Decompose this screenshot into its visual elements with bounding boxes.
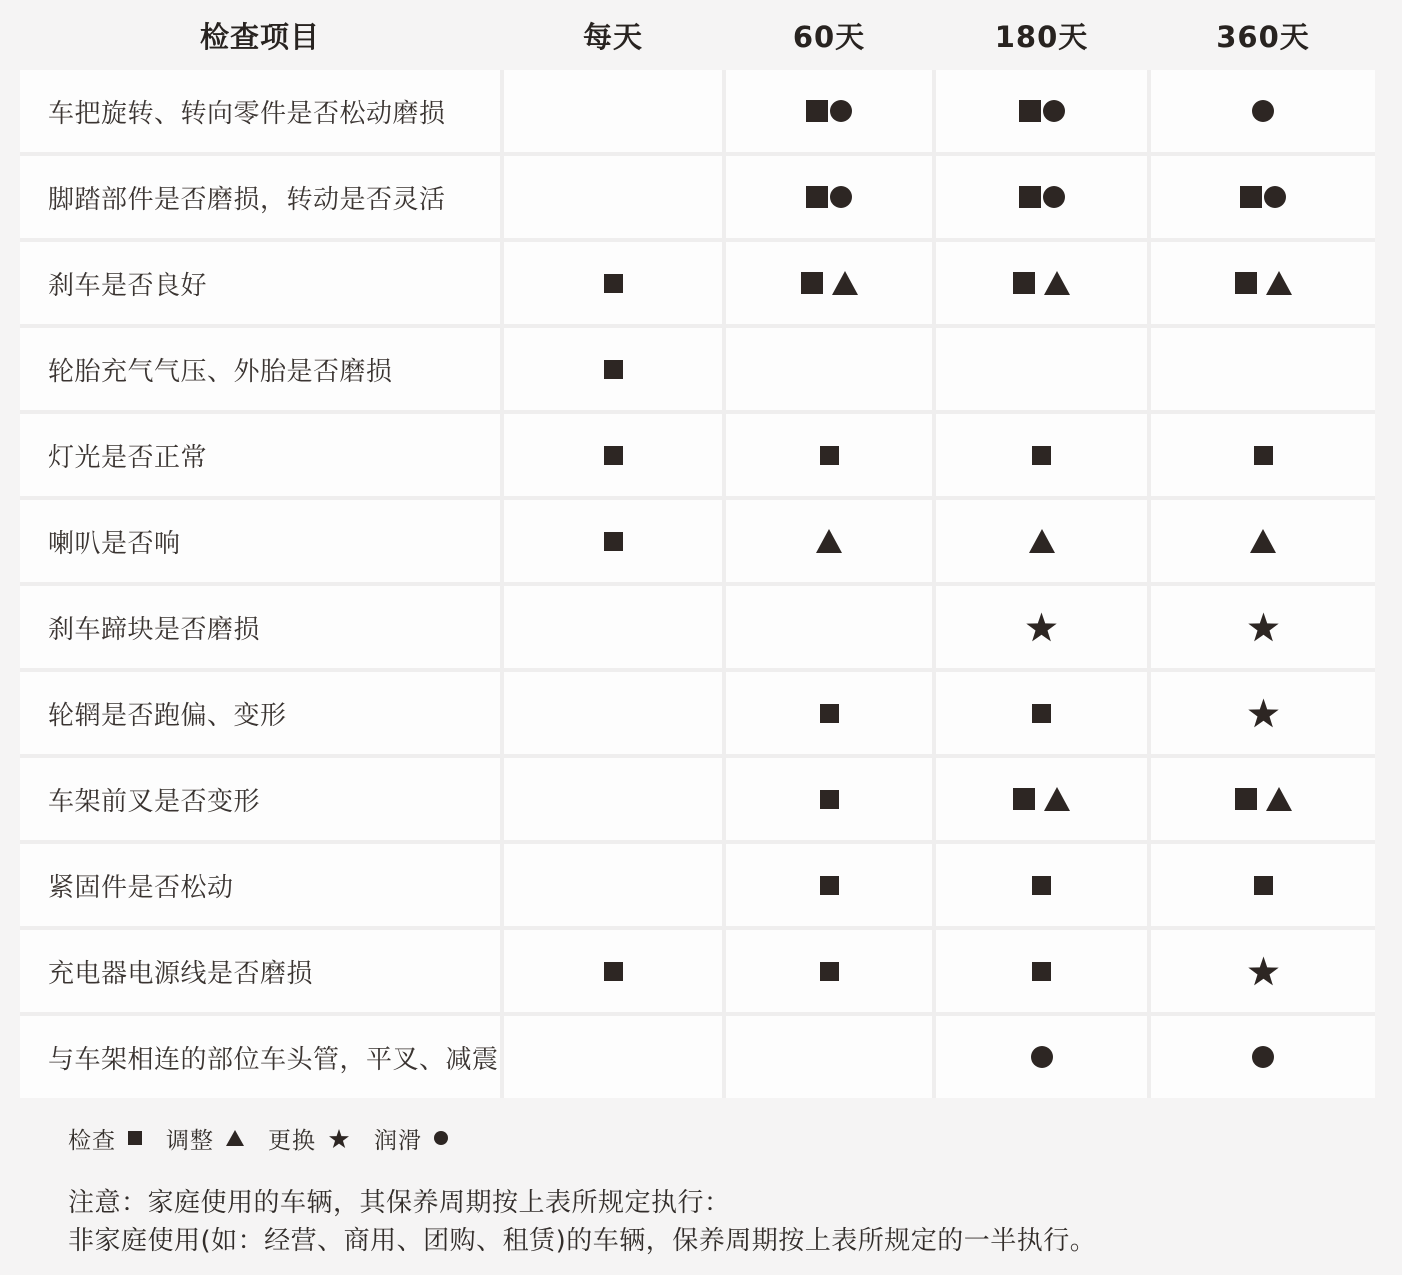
square-icon	[128, 1131, 142, 1145]
table-cell-r4-c1	[504, 328, 722, 410]
symbol-group	[820, 876, 839, 895]
table-cell-r3-c3	[936, 242, 1147, 324]
table-cell-r8-c3	[936, 672, 1147, 754]
item-label: 喇叭是否响	[48, 528, 181, 559]
symbol-group	[1252, 1046, 1274, 1068]
item-label: 刹车蹄块是否磨损	[48, 614, 261, 645]
table-cell-r10-c3	[936, 844, 1147, 926]
square-icon	[820, 962, 839, 981]
square-icon	[806, 100, 828, 122]
symbol-group	[604, 962, 623, 981]
triangle-icon	[1044, 787, 1070, 811]
square-icon	[1032, 962, 1051, 981]
table-cell-r2-c2	[726, 156, 932, 238]
triangle-icon	[1044, 271, 1070, 295]
square-icon	[1019, 186, 1041, 208]
table-header-row	[20, 0, 1375, 70]
table-cell-r12-c4	[1151, 1016, 1375, 1098]
item-label: 脚踏部件是否磨损，转动是否灵活	[48, 184, 446, 215]
square-icon	[820, 876, 839, 895]
star-icon	[1247, 611, 1280, 643]
item-label: 车把旋转、转向零件是否松动磨损	[48, 98, 446, 129]
table-body	[20, 70, 1375, 1098]
col-header-daily: 每天	[582, 19, 643, 54]
square-icon	[1235, 272, 1257, 294]
legend-item-star	[268, 1122, 350, 1155]
star-icon	[1247, 955, 1280, 987]
square-icon	[1013, 272, 1035, 294]
table-cell-r5-c1	[504, 414, 722, 496]
symbol-group	[1013, 787, 1070, 811]
square-icon	[1013, 788, 1035, 810]
circle-icon	[1031, 1046, 1053, 1068]
item-label: 轮辋是否跑偏、变形	[48, 700, 287, 731]
symbol-group	[1247, 955, 1280, 987]
square-icon	[604, 532, 623, 551]
square-icon	[820, 446, 839, 465]
square-icon	[1240, 186, 1262, 208]
circle-icon	[830, 186, 852, 208]
item-label: 灯光是否正常	[48, 442, 208, 473]
item-label: 充电器电源线是否磨损	[48, 958, 314, 989]
legend-label: 调整	[166, 1127, 214, 1154]
symbol-group	[604, 274, 623, 293]
star-icon	[328, 1128, 350, 1149]
table-cell-r6-c3	[936, 500, 1147, 582]
table-cell-r8-c1	[504, 672, 722, 754]
square-icon	[801, 272, 823, 294]
symbol-group	[1254, 446, 1273, 465]
table-cell-r2-c3	[936, 156, 1147, 238]
legend-item-circle	[374, 1122, 448, 1155]
symbol-group	[1019, 100, 1065, 122]
table-cell-r6-c2	[726, 500, 932, 582]
symbol-group	[820, 446, 839, 465]
triangle-icon	[1266, 271, 1292, 295]
table-row-7-item-cell	[20, 586, 500, 668]
symbol-group	[801, 271, 858, 295]
symbol-group	[806, 186, 852, 208]
symbol-group	[1252, 100, 1274, 122]
legend	[68, 1118, 472, 1158]
symbol-group	[1240, 186, 1286, 208]
square-icon	[1032, 446, 1051, 465]
symbol-group	[1032, 704, 1051, 723]
symbol-group	[820, 962, 839, 981]
triangle-icon	[226, 1130, 244, 1146]
table-cell-r10-c4	[1151, 844, 1375, 926]
symbol-group	[820, 790, 839, 809]
square-icon	[806, 186, 828, 208]
table-cell-r5-c2	[726, 414, 932, 496]
table-cell-r4-c2	[726, 328, 932, 410]
table-row-10-item-cell	[20, 844, 500, 926]
table-row-6-item-cell	[20, 500, 500, 582]
table-row-8-item-cell	[20, 672, 500, 754]
symbol-group	[1250, 529, 1276, 553]
table-cell-r5-c4	[1151, 414, 1375, 496]
symbol-group	[1247, 697, 1280, 729]
symbol-group	[1029, 529, 1055, 553]
table-cell-r4-c4	[1151, 328, 1375, 410]
table-cell-r7-c1	[504, 586, 722, 668]
legend-triangle-icon	[226, 1130, 244, 1146]
symbol-group	[604, 446, 623, 465]
note-line-1: 注意：家庭使用的车辆，其保养周期按上表所规定执行：	[68, 1188, 731, 1218]
square-icon	[604, 962, 623, 981]
table-cell-r3-c2	[726, 242, 932, 324]
col-header-inspection-item: 检查项目	[199, 19, 320, 54]
legend-square-icon	[128, 1131, 142, 1145]
table-cell-r3-c4	[1151, 242, 1375, 324]
triangle-icon	[832, 271, 858, 295]
legend-label: 润滑	[374, 1127, 422, 1154]
symbol-group	[1032, 446, 1051, 465]
note-line-2: 非家庭使用(如：经营、商用、团购、租赁)的车辆，保养周期按上表所规定的一半执行。	[68, 1226, 1097, 1256]
table-cell-r9-c1	[504, 758, 722, 840]
table-cell-r4-c3	[936, 328, 1147, 410]
table-cell-r1-c1	[504, 70, 722, 152]
square-icon	[1032, 704, 1051, 723]
table-cell-r6-c1	[504, 500, 722, 582]
symbol-group	[1254, 876, 1273, 895]
col-header-180-days: 180天	[994, 19, 1089, 54]
table-cell-r12-c2	[726, 1016, 932, 1098]
table-cell-r10-c2	[726, 844, 932, 926]
table-cell-r1-c4	[1151, 70, 1375, 152]
notes	[68, 1184, 1096, 1260]
table-cell-r11-c2	[726, 930, 932, 1012]
table-cell-r9-c4	[1151, 758, 1375, 840]
table-row-2-item-cell	[20, 156, 500, 238]
circle-icon	[1043, 186, 1065, 208]
symbol-group	[1032, 962, 1051, 981]
col-header-360-days: 360天	[1216, 19, 1310, 54]
circle-icon	[1264, 186, 1286, 208]
table-cell-r9-c2	[726, 758, 932, 840]
triangle-icon	[1029, 529, 1055, 553]
triangle-icon	[1250, 529, 1276, 553]
symbol-group	[1031, 1046, 1053, 1068]
table-cell-r11-c4	[1151, 930, 1375, 1012]
square-icon	[604, 446, 623, 465]
table-cell-r8-c2	[726, 672, 932, 754]
triangle-icon	[816, 529, 842, 553]
col-header-60-days: 60天	[792, 19, 866, 54]
star-icon	[1025, 611, 1058, 643]
table-cell-r11-c3	[936, 930, 1147, 1012]
symbol-group	[1235, 787, 1292, 811]
table-cell-r7-c4	[1151, 586, 1375, 668]
table-cell-r8-c4	[1151, 672, 1375, 754]
symbol-group	[806, 100, 852, 122]
table-row-11-item-cell	[20, 930, 500, 1012]
square-icon	[820, 790, 839, 809]
table-row-4-item-cell	[20, 328, 500, 410]
square-icon	[1032, 876, 1051, 895]
symbol-group	[604, 360, 623, 379]
circle-icon	[434, 1131, 448, 1145]
table-cell-r2-c1	[504, 156, 722, 238]
square-icon	[1235, 788, 1257, 810]
legend-item-triangle	[166, 1122, 244, 1155]
symbol-group	[1025, 611, 1058, 643]
table-row-1-item-cell	[20, 70, 500, 152]
circle-icon	[1252, 100, 1274, 122]
table-cell-r3-c1	[504, 242, 722, 324]
symbol-group	[1235, 271, 1292, 295]
table-cell-r7-c2	[726, 586, 932, 668]
item-label: 紧固件是否松动	[48, 872, 234, 903]
circle-icon	[1252, 1046, 1274, 1068]
symbol-group	[1013, 271, 1070, 295]
table-cell-r12-c1	[504, 1016, 722, 1098]
table-cell-r11-c1	[504, 930, 722, 1012]
star-icon	[1247, 697, 1280, 729]
symbol-group	[816, 529, 842, 553]
table-cell-r7-c3	[936, 586, 1147, 668]
legend-label: 更换	[268, 1127, 316, 1154]
square-icon	[1254, 446, 1273, 465]
table-row-9-item-cell	[20, 758, 500, 840]
square-icon	[604, 274, 623, 293]
square-icon	[1019, 100, 1041, 122]
table-cell-r10-c1	[504, 844, 722, 926]
item-label: 刹车是否良好	[48, 270, 208, 301]
table-cell-r9-c3	[936, 758, 1147, 840]
legend-circle-icon	[434, 1131, 448, 1145]
legend-label: 检查	[68, 1127, 116, 1154]
item-label: 与车架相连的部位车头管，平叉、减震	[48, 1044, 499, 1075]
table-cell-r1-c2	[726, 70, 932, 152]
square-icon	[1254, 876, 1273, 895]
table-cell-r1-c3	[936, 70, 1147, 152]
table-row-3-item-cell	[20, 242, 500, 324]
square-icon	[604, 360, 623, 379]
symbol-group	[604, 532, 623, 551]
table-cell-r2-c4	[1151, 156, 1375, 238]
triangle-icon	[1266, 787, 1292, 811]
circle-icon	[1043, 100, 1065, 122]
legend-item-square	[68, 1122, 142, 1155]
symbol-group	[820, 704, 839, 723]
table-cell-r5-c3	[936, 414, 1147, 496]
square-icon	[820, 704, 839, 723]
table-cell-r12-c3	[936, 1016, 1147, 1098]
circle-icon	[830, 100, 852, 122]
item-label: 车架前叉是否变形	[48, 786, 261, 817]
table-row-5-item-cell	[20, 414, 500, 496]
legend-star-icon	[328, 1128, 350, 1149]
symbol-group	[1019, 186, 1065, 208]
symbol-group	[1032, 876, 1051, 895]
table-cell-r6-c4	[1151, 500, 1375, 582]
table-row-12-item-cell	[20, 1016, 500, 1098]
item-label: 轮胎充气气压、外胎是否磨损	[48, 356, 393, 387]
symbol-group	[1247, 611, 1280, 643]
